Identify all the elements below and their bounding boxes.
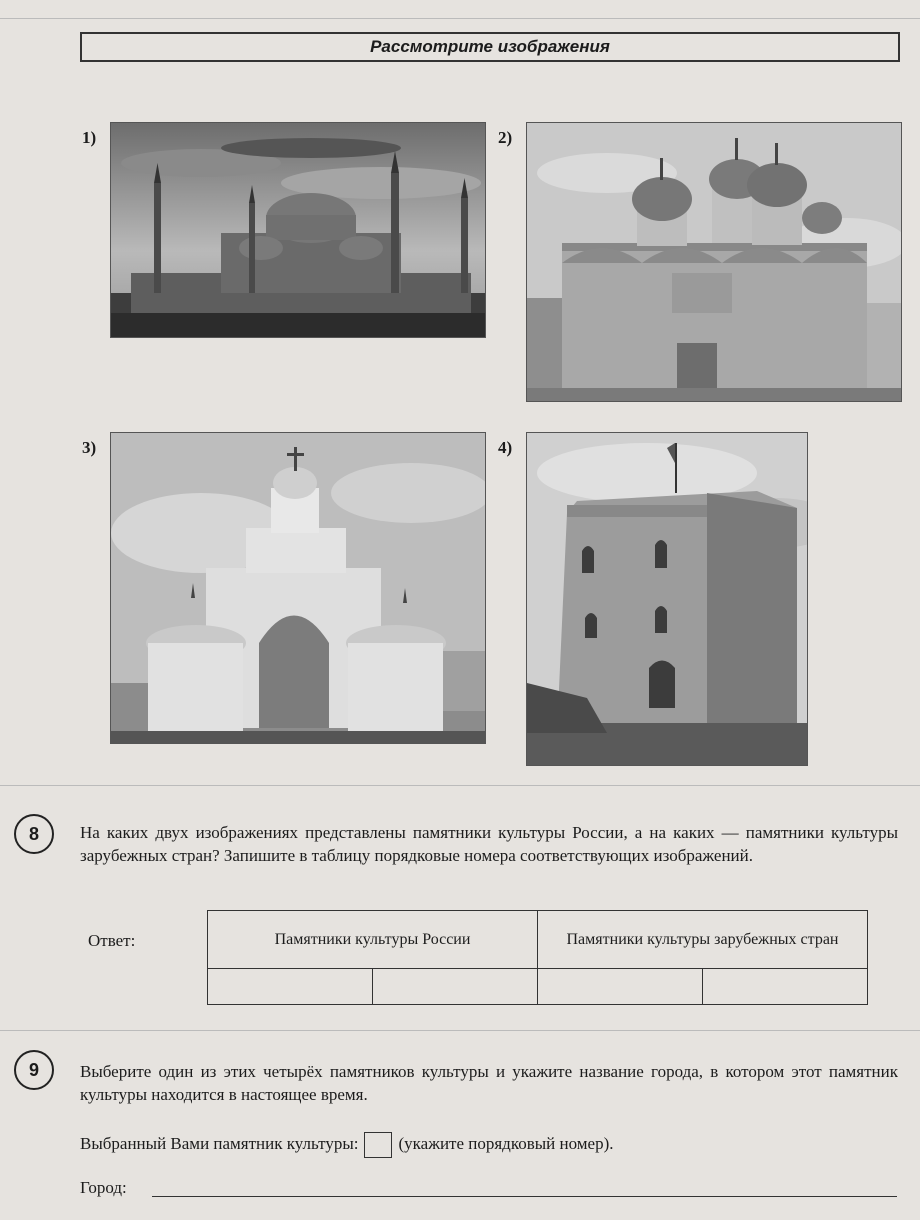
- column-header-foreign: Памятники культуры зарубежных стран: [538, 911, 868, 969]
- question-9-number: 9: [14, 1050, 54, 1090]
- chosen-monument-row: [80, 1132, 898, 1158]
- image-number-3: 3): [82, 438, 97, 457]
- section-header: [80, 32, 900, 62]
- city-label: Город:: [80, 1178, 127, 1197]
- question-9-text: Выберите один из этих четырёх памятников культуры и укажите название города, в котором этот памятник культуры находится в настоящее время.: [80, 1062, 898, 1104]
- section-title: Рассмотрите изображения: [370, 37, 610, 56]
- column-header-russia: Памятники культуры России: [208, 911, 538, 969]
- answer-cell-foreign-1[interactable]: [538, 969, 703, 1005]
- answer-label: Ответ:: [88, 931, 136, 950]
- question-8-text: На каких двух изображениях представлены памятники культуры России, а на каких — памятники культуры зарубежных стран? Запишите в таблицу порядковые номера соответствующих изображений.: [80, 823, 898, 865]
- chosen-monument-hint: (укажите порядковый номер).: [398, 1134, 614, 1153]
- photo-4-tower: [526, 432, 808, 766]
- photo-1-mosque: [110, 122, 486, 338]
- question-8-number: 8: [14, 814, 54, 854]
- chosen-monument-box[interactable]: [364, 1132, 392, 1158]
- divider: [0, 18, 920, 19]
- photo-2-cathedral: [526, 122, 902, 402]
- photo-3-gate: [110, 432, 486, 744]
- answer-table: [207, 910, 868, 1005]
- image-number-4: 4): [498, 438, 513, 457]
- answer-cell-foreign-2[interactable]: [703, 969, 868, 1005]
- answer-cell-russia-2[interactable]: [373, 969, 538, 1005]
- divider: [0, 785, 920, 786]
- image-number-1: 1): [82, 128, 97, 147]
- image-number-2: 2): [498, 128, 513, 147]
- chosen-monument-label: Выбранный Вами памятник культуры:: [80, 1134, 359, 1153]
- divider: [0, 1030, 920, 1031]
- answer-cell-russia-1[interactable]: [208, 969, 373, 1005]
- city-input-line[interactable]: [152, 1196, 897, 1197]
